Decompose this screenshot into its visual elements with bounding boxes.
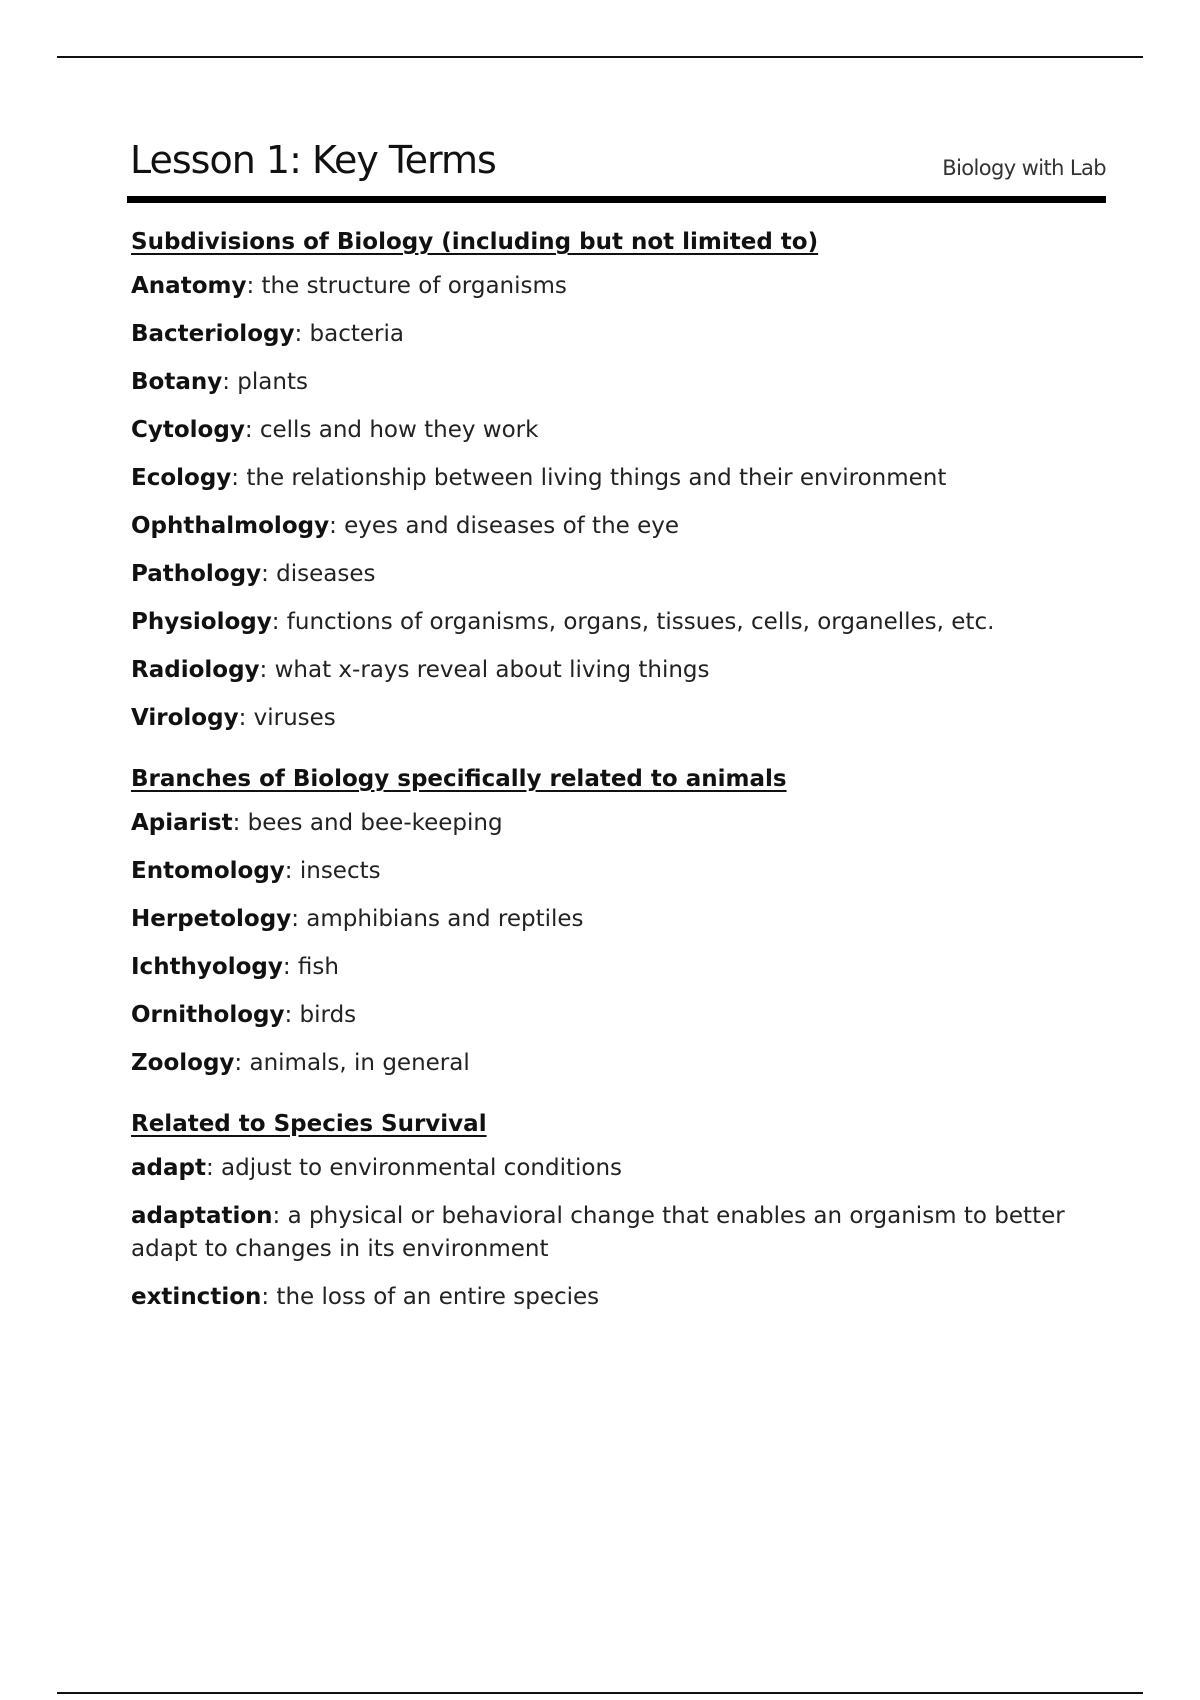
term: Botany: [131, 369, 223, 395]
bottom-rule: [57, 1692, 1143, 1694]
definition: : amphibians and reptiles: [291, 906, 584, 932]
term: Physiology: [131, 609, 272, 635]
term-entry: [131, 951, 1091, 984]
term-entry: [131, 654, 1091, 687]
term: Bacteriology: [131, 321, 295, 347]
term-entry: [131, 318, 1091, 351]
definition: : birds: [284, 1002, 357, 1028]
section-heading: Related to Species Survival: [131, 1111, 487, 1137]
term-entry: [131, 999, 1091, 1032]
term-entry: [131, 606, 1091, 639]
definition: : a physical or behavioral change that enables an organism to better adapt to changes in its environment: [131, 1203, 1065, 1262]
top-rule: [57, 56, 1143, 58]
section-heading: Branches of Biology specifically related to animals: [131, 766, 787, 792]
section-animal-branches: [131, 765, 1091, 1080]
definition: : diseases: [261, 561, 376, 587]
term: Herpetology: [131, 906, 292, 932]
term-entry: [131, 366, 1091, 399]
definition: : functions of organisms, organs, tissues, cells, organelles, etc.: [271, 609, 995, 635]
definition: : eyes and diseases of the eye: [329, 513, 680, 539]
term: adaptation: [131, 1203, 273, 1229]
term: Cytology: [131, 417, 245, 443]
definition: : viruses: [238, 705, 336, 731]
section-species-survival: [131, 1110, 1091, 1314]
term-entry: [131, 462, 1091, 495]
page-title: Lesson 1: Key Terms: [130, 138, 496, 182]
definition: : insects: [284, 858, 381, 884]
term: Anatomy: [131, 273, 247, 299]
term: Entomology: [131, 858, 285, 884]
course-name: Biology with Lab: [942, 156, 1106, 180]
definition: : fish: [282, 954, 339, 980]
definition: : the loss of an entire species: [261, 1284, 600, 1310]
term-entry: [131, 1281, 1091, 1314]
term: Apiarist: [131, 810, 233, 836]
term-entry: [131, 270, 1091, 303]
term-entry: [131, 1152, 1091, 1185]
term: Ichthyology: [131, 954, 283, 980]
term-entry: [131, 1200, 1091, 1266]
definition: : what x-rays reveal about living things: [259, 657, 710, 683]
term-entry: [131, 903, 1091, 936]
term: Ecology: [131, 465, 232, 491]
term-entry: [131, 807, 1091, 840]
page-header: [130, 130, 1106, 188]
definition: : the relationship between living things and their environment: [231, 465, 947, 491]
definition: : bees and bee-keeping: [232, 810, 503, 836]
term-entry: [131, 558, 1091, 591]
term-entry: [131, 414, 1091, 447]
term: Radiology: [131, 657, 260, 683]
section-subdivisions: [131, 228, 1091, 735]
definition: : animals, in general: [234, 1050, 470, 1076]
key-terms-content: [131, 228, 1091, 1344]
definition: : adjust to environmental conditions: [205, 1155, 623, 1181]
term: extinction: [131, 1284, 262, 1310]
term-entry: [131, 855, 1091, 888]
definition: : bacteria: [294, 321, 404, 347]
term: Zoology: [131, 1050, 235, 1076]
term-entry: [131, 510, 1091, 543]
definition: : cells and how they work: [244, 417, 539, 443]
term: Ornithology: [131, 1002, 285, 1028]
term: Ophthalmology: [131, 513, 330, 539]
header-rule: [127, 196, 1106, 203]
term-entry: [131, 1047, 1091, 1080]
definition: : plants: [222, 369, 308, 395]
section-heading: Subdivisions of Biology (including but not limited to): [131, 229, 819, 255]
term-entry: [131, 702, 1091, 735]
definition: : the structure of organisms: [246, 273, 567, 299]
term: Virology: [131, 705, 239, 731]
term: Pathology: [131, 561, 262, 587]
term: adapt: [131, 1155, 206, 1181]
